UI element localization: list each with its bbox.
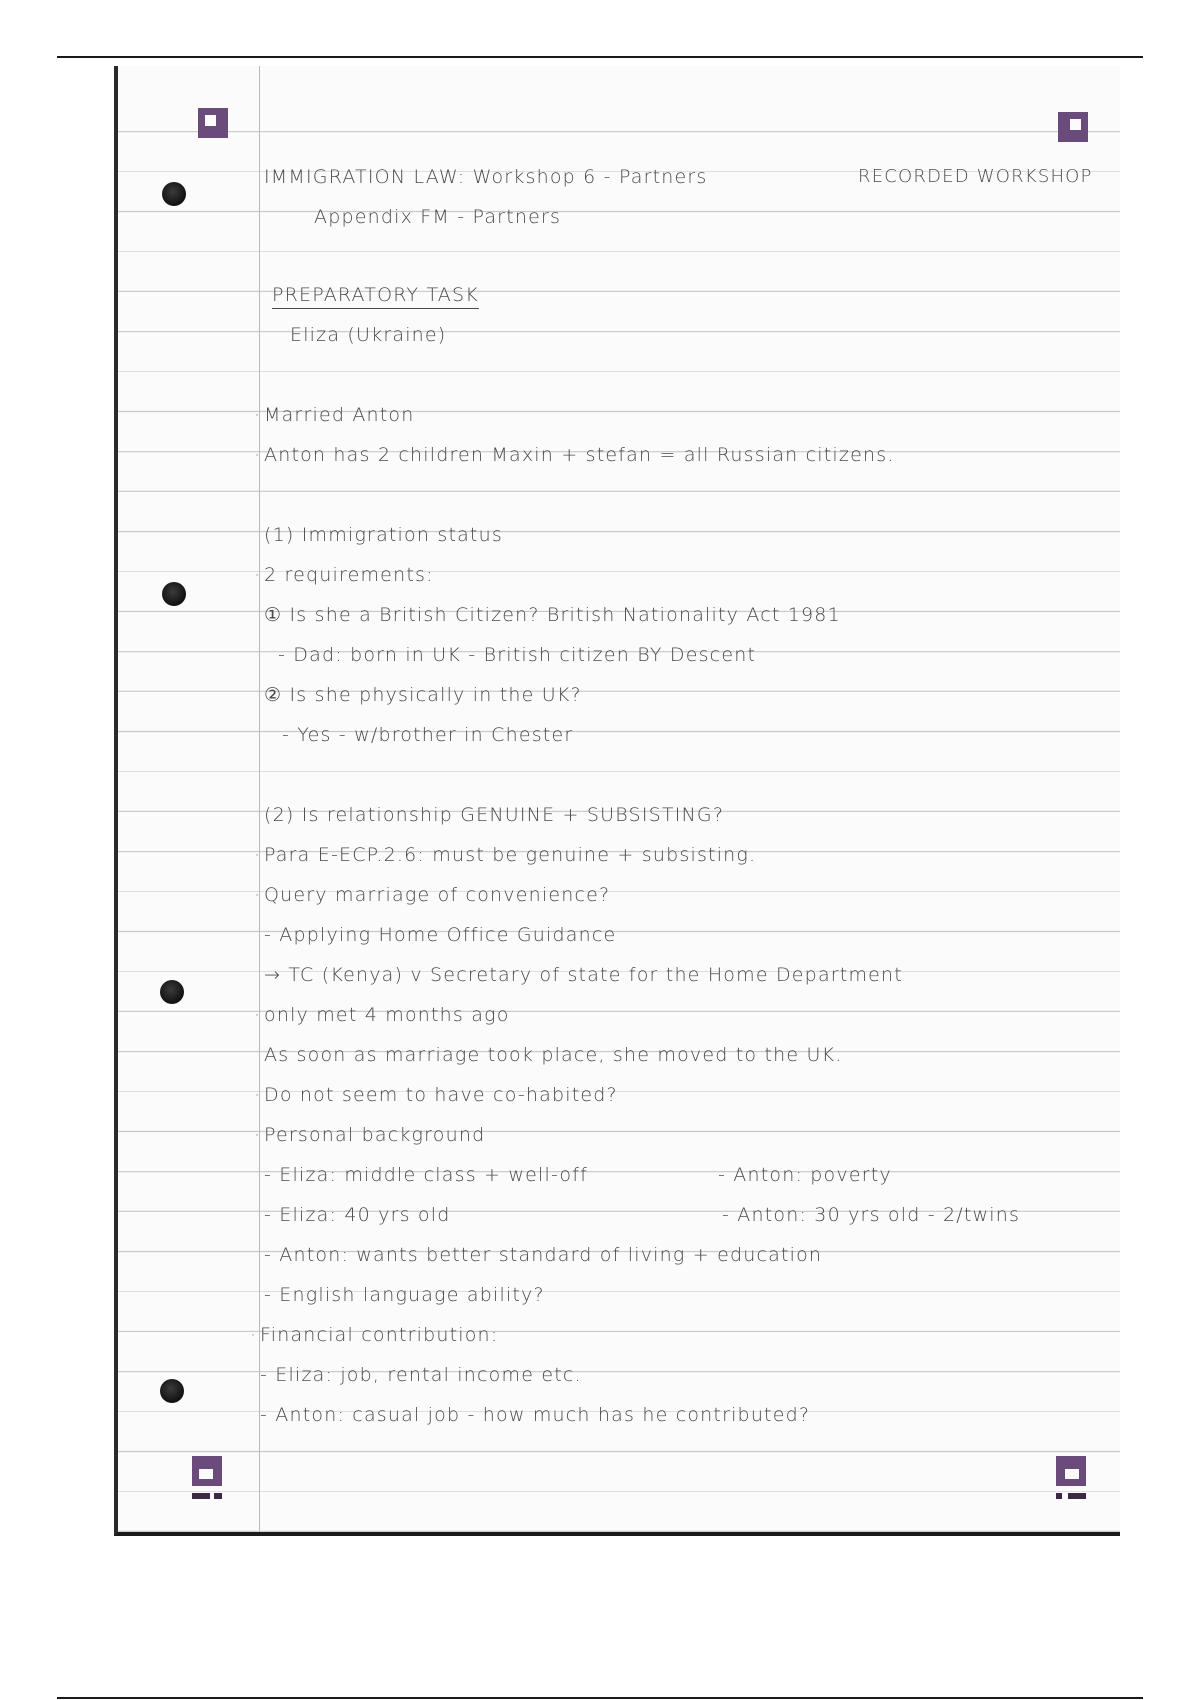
workshop-subtitle: Appendix FM - Partners bbox=[314, 206, 562, 228]
requirement-1-note: - Dad: born in UK - British citizen BY Descent bbox=[278, 644, 757, 666]
corner-marker-bottom-right-dot bbox=[1056, 1493, 1062, 1499]
relationship-line: - Anton: wants better standard of living + education bbox=[264, 1244, 823, 1266]
case-reference: → TC (Kenya) v Secretary of state for the Home Department bbox=[264, 964, 903, 986]
corner-marker-bottom-left-dot bbox=[214, 1493, 222, 1499]
compare-right: - Anton: poverty bbox=[718, 1164, 892, 1186]
relationship-line: - Applying Home Office Guidance bbox=[264, 924, 617, 946]
requirements-intro: · 2 requirements: bbox=[264, 564, 434, 586]
bottom-rule bbox=[57, 1697, 1143, 1699]
immigration-status-heading: (1) Immigration status bbox=[264, 524, 503, 546]
client-name: Eliza (Ukraine) bbox=[290, 324, 447, 346]
relationship-line: As soon as marriage took place, she moved to the UK. bbox=[264, 1044, 843, 1066]
fact-line: · Married Anton bbox=[264, 404, 414, 426]
prep-task-heading: PREPARATORY TASK bbox=[272, 284, 479, 306]
relationship-line: · Financial contribution: bbox=[260, 1324, 498, 1346]
relationship-line: - Eliza: job, rental income etc. bbox=[260, 1364, 582, 1386]
compare-left: - Eliza: middle class + well-off bbox=[264, 1164, 588, 1186]
relationship-line: · Para E-ECP.2.6: must be genuine + subsisting. bbox=[264, 844, 756, 866]
corner-marker-top-left bbox=[198, 108, 228, 138]
corner-marker-bottom-right bbox=[1056, 1456, 1086, 1486]
corner-marker-bottom-left-bar bbox=[192, 1493, 210, 1499]
relationship-line: - English language ability? bbox=[264, 1284, 545, 1306]
punch-hole bbox=[160, 980, 184, 1004]
fact-line: · Anton has 2 children Maxin + stefan = all Russian citizens. bbox=[264, 444, 895, 466]
relationship-heading: (2) Is relationship GENUINE + SUBSISTING? bbox=[264, 804, 725, 826]
requirement-2-note: - Yes - w/brother in Chester bbox=[282, 724, 574, 746]
recorded-workshop-tag: RECORDED WORKSHOP bbox=[858, 166, 1093, 187]
corner-marker-bottom-left bbox=[192, 1456, 222, 1486]
compare-left: - Eliza: 40 yrs old bbox=[264, 1204, 451, 1226]
requirement-1: ① Is she a British Citizen? British Nationality Act 1981 bbox=[264, 604, 841, 626]
relationship-line: · only met 4 months ago bbox=[264, 1004, 510, 1026]
relationship-line: · Do not seem to have co-habited? bbox=[264, 1084, 618, 1106]
compare-right: - Anton: 30 yrs old - 2/twins bbox=[722, 1204, 1021, 1226]
relationship-line: - Anton: casual job - how much has he contributed? bbox=[260, 1404, 811, 1426]
workshop-title: IMMIGRATION LAW: Workshop 6 - Partners bbox=[264, 166, 708, 188]
punch-hole bbox=[160, 1379, 184, 1403]
corner-marker-bottom-right-bar bbox=[1068, 1493, 1086, 1499]
punch-hole bbox=[162, 182, 186, 206]
relationship-line: · Query marriage of convenience? bbox=[264, 884, 610, 906]
relationship-line: · Personal background bbox=[264, 1124, 485, 1146]
corner-marker-top-right bbox=[1058, 112, 1088, 142]
margin-line bbox=[259, 66, 260, 1532]
notebook-page bbox=[114, 66, 1120, 1536]
punch-hole bbox=[162, 582, 186, 606]
requirement-2: ② Is she physically in the UK? bbox=[264, 684, 582, 706]
top-rule bbox=[57, 56, 1143, 58]
